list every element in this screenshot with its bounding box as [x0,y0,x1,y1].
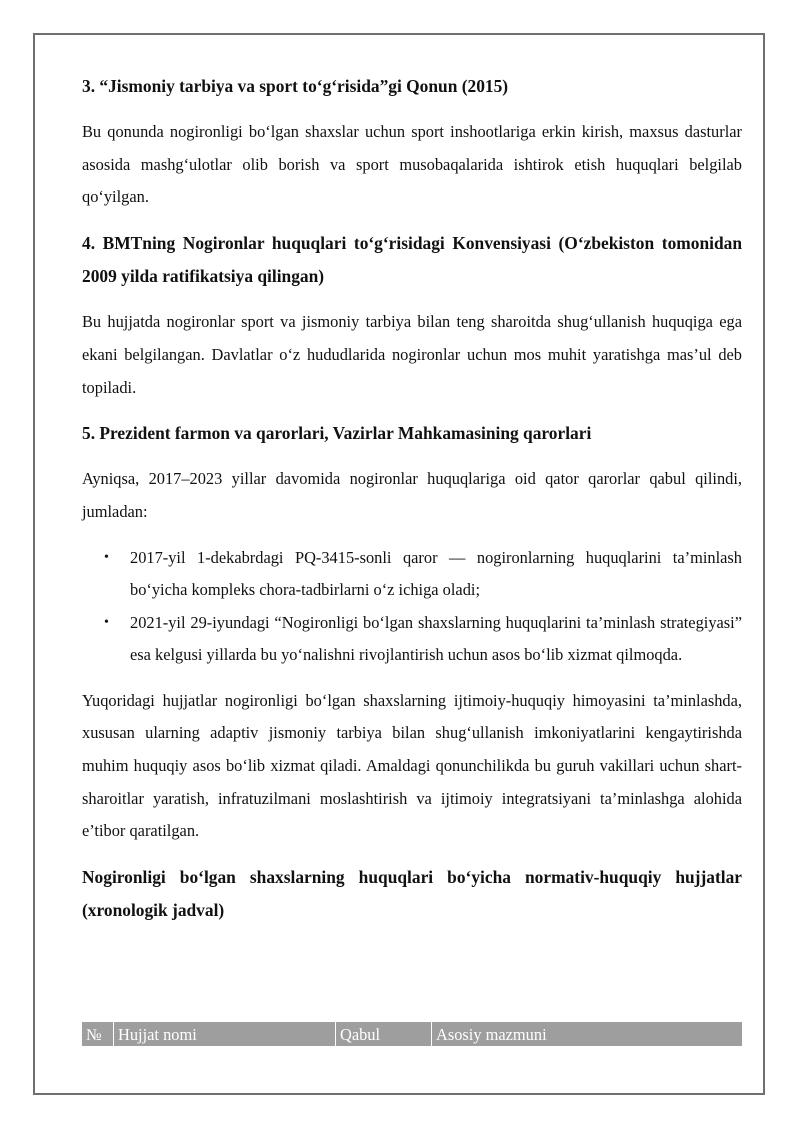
summary-paragraph: Yuqoridagi hujjatlar nogironligi bo‘lgan shaxslarning ijtimoiy-huquqiy himoyasini ta’minlashda, xususan ularning adaptiv jismoniy tarbiya bilan shug‘ullanish imkoniyatlarini kengaytirishda muhim huquqiy asos bo‘lib xizmat qiladi. Amaldagi qonunchilikda bu guruh vakillari uchun shart-sharoitlar yaratish, infratuzilmani moslashtirish va ijtimoiy integratsiyani ta’minlashga alohida e’tibor qaratilgan. [82,690,742,841]
column-header-number: № [86,1025,102,1044]
table-header-row [82,1022,742,1046]
column-header-document-name: Hujjat nomi [113,1022,335,1046]
bullet-icon: • [104,614,109,630]
section-4-heading: 4. BMTning Nogironlar huquqlari to‘g‘risidagi Konvensiyasi (O‘zbekiston tomonidan 2009 yilda ratifikatsiya qilingan) [82,233,742,287]
column-header-adoption: Qabul [335,1022,431,1046]
section-5-heading: 5. Prezident farmon va qarorlari, Vazirlar Mahkamasining qarorlari [82,423,592,444]
list-item [82,542,742,607]
list-item [82,607,742,672]
section-3-paragraph: Bu qonunda nogironligi bo‘lgan shaxslar uchun sport inshootlariga erkin kirish, maxsus dasturlar asosida mashg‘ulotlar olib borish va sport musobaqalarida ishtirok etish huquqlari belgilab qo‘yilgan. [82,122,742,207]
column-header-main-content: Asosiy mazmuni [431,1022,742,1046]
decree-list [82,542,742,672]
table-title: Nogironligi bo‘lgan shaxslarning huquqlari bo‘yicha normativ-huquqiy hujjatlar (xronologik jadval) [82,867,742,921]
document-body [82,70,742,940]
list-item-text: 2017-yil 1-dekabrdagi PQ-3415-sonli qaror — nogironlarning huquqlarini ta’minlash bo‘yicha kompleks chora-tadbirlarni o‘z ichiga oladi; [130,547,742,600]
bullet-icon: • [104,549,109,565]
section-5-paragraph: Ayniqsa, 2017–2023 yillar davomida nogironlar huquqlariga oid qator qarorlar qabul qilindi, jumladan: [82,469,742,521]
section-3-heading: 3. “Jismoniy tarbiya va sport to‘g‘risida”gi Qonun (2015) [82,76,509,96]
list-item-text: 2021-yil 29-iyundagi “Nogironligi bo‘lgan shaxslarning huquqlarini ta’minlash strategiyasi” esa kelgusi yillarda bu yo‘nalishni rivojlantirish uchun asos bo‘lib xizmat qilmoqda. [130,612,742,665]
section-4-paragraph: Bu hujjatda nogironlar sport va jismoniy tarbiya bilan teng sharoitda shug‘ullanish huquqiga ega ekani belgilangan. Davlatlar o‘z hududlarida nogironlar uchun mos muhit yaratishga mas’ul deb topiladi. [82,312,742,397]
